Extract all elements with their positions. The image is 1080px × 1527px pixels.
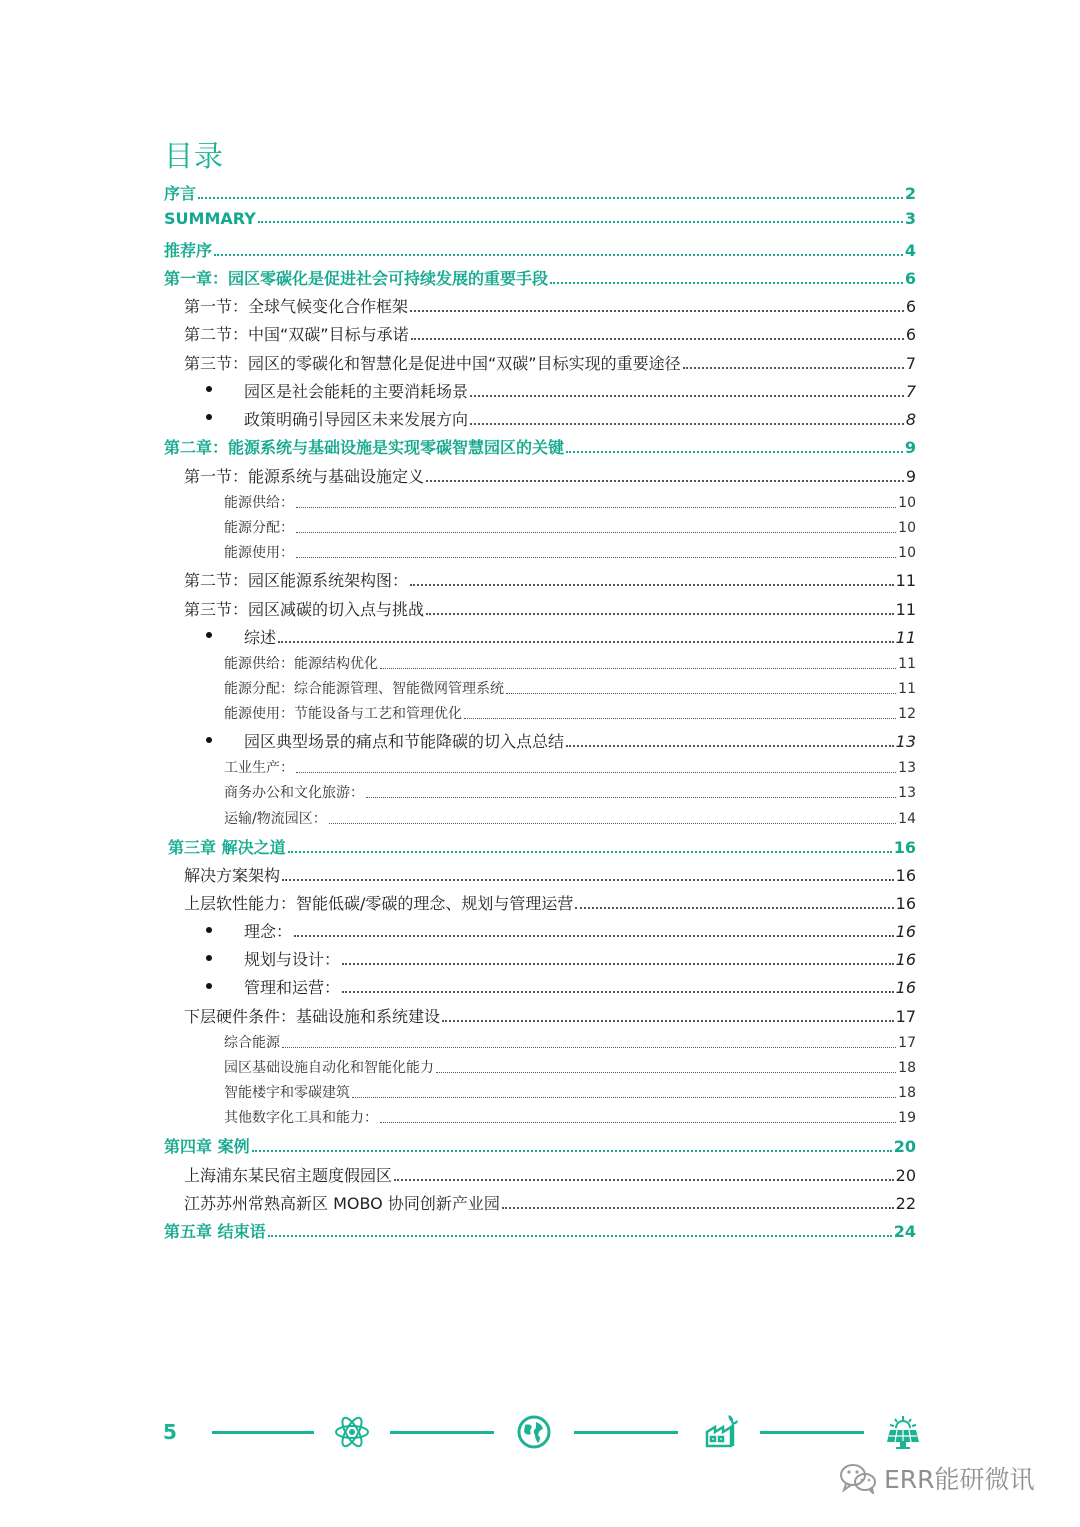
toc-entry-label: 序言 — [164, 184, 197, 203]
toc-entry-label: 第一节：能源系统与基础设施定义 — [184, 467, 425, 486]
toc-entry[interactable] — [184, 294, 916, 317]
toc-entry-page: 13 — [895, 732, 916, 751]
toc-entry-page: 11 — [898, 681, 916, 697]
bullet-icon — [206, 927, 212, 933]
toc-entry-label: 第二章：能源系统与基础设施是实现零碳智慧园区的关键 — [164, 438, 565, 457]
toc-entry-page: 18 — [898, 1085, 916, 1101]
toc-entry-label: 第二节：园区能源系统架构图： — [184, 571, 409, 590]
toc-entry-page: 9 — [904, 438, 916, 457]
toc-entry-label: 下层硬件条件：基础设施和系统建设 — [184, 1007, 441, 1026]
toc-entry-page: 12 — [898, 706, 916, 722]
toc-entry[interactable] — [164, 238, 916, 261]
toc-entry[interactable] — [244, 919, 916, 942]
toc-entry-label: 园区典型场景的痛点和节能降碳的切入点总结 — [244, 732, 565, 751]
toc-entry-page: 11 — [895, 600, 916, 619]
toc-entry-page: 10 — [898, 545, 916, 561]
toc-entry[interactable] — [224, 542, 916, 562]
toc-entry[interactable] — [224, 782, 916, 802]
toc-entry[interactable] — [184, 464, 916, 487]
footer-divider — [390, 1431, 494, 1434]
toc-entry-label: 工业生产： — [224, 760, 294, 776]
toc-entry[interactable] — [224, 757, 916, 777]
toc-entry-page: 8 — [905, 410, 916, 429]
toc-entry-page: 6 — [905, 297, 916, 316]
toc-entry-label: 其他数字化工具和能力： — [224, 1110, 378, 1126]
toc-entry[interactable] — [244, 975, 916, 998]
toc-entry[interactable] — [224, 1107, 916, 1127]
toc-entry[interactable] — [224, 1032, 916, 1052]
toc-entry-page: 10 — [898, 520, 916, 536]
toc-entry-page: 19 — [898, 1110, 916, 1126]
toc-entry-page: 17 — [898, 1035, 916, 1051]
factory-icon — [703, 1414, 739, 1450]
toc-entry[interactable] — [184, 1163, 916, 1186]
toc-entry-page: 16 — [893, 838, 916, 857]
toc-entry[interactable] — [244, 729, 916, 752]
toc-entry[interactable] — [184, 1191, 916, 1214]
toc-entry-page: 22 — [895, 1194, 916, 1213]
toc-entry-label: 能源分配：综合能源管理、智能微网管理系统 — [224, 681, 504, 697]
watermark — [838, 1460, 1035, 1496]
toc-entry[interactable] — [244, 407, 916, 430]
toc-entry-page: 6 — [905, 325, 916, 344]
toc-entry-page: 18 — [898, 1060, 916, 1076]
watermark-text: ERR能研微讯 — [884, 1465, 1035, 1494]
bullet-icon — [206, 632, 212, 638]
globe-icon — [516, 1414, 552, 1450]
toc-entry-page: 16 — [895, 922, 916, 941]
toc-entry-label: 政策明确引导园区未来发展方向 — [244, 410, 469, 429]
toc-entry[interactable] — [224, 1057, 916, 1077]
solar-panel-icon — [885, 1414, 921, 1450]
toc-entry-label: 管理和运营： — [244, 978, 341, 997]
toc-entry-page: 7 — [905, 382, 916, 401]
toc-entry[interactable] — [224, 678, 916, 698]
toc-entry[interactable] — [184, 322, 916, 345]
toc-entry-page: 16 — [895, 866, 916, 885]
toc-entry[interactable] — [164, 209, 916, 228]
bullet-icon — [206, 414, 212, 420]
toc-entry-page: 7 — [905, 354, 916, 373]
wechat-icon — [838, 1462, 878, 1494]
toc-entry[interactable] — [224, 808, 916, 828]
toc-entry-label: SUMMARY — [164, 209, 256, 228]
toc-entry[interactable] — [244, 625, 916, 648]
toc-entry-page: 14 — [898, 811, 916, 827]
toc-entry[interactable] — [224, 703, 916, 723]
toc-entry-label: 能源使用：节能设备与工艺和管理优化 — [224, 706, 462, 722]
toc-entry-page: 3 — [904, 209, 916, 228]
toc-entry-page: 6 — [904, 269, 916, 288]
footer-divider — [574, 1431, 678, 1434]
toc-entry[interactable] — [244, 947, 916, 970]
toc-entry-label: 运输/物流园区： — [224, 811, 327, 827]
toc-title: 目录 — [164, 139, 225, 173]
toc-entry-label: 能源使用： — [224, 545, 294, 561]
page-number: 5 — [163, 1420, 177, 1444]
toc-entry-label: 商务办公和文化旅游： — [224, 785, 364, 801]
toc-entry-page: 20 — [893, 1137, 916, 1156]
toc-entry[interactable] — [164, 1134, 916, 1157]
toc-entry[interactable] — [184, 891, 916, 914]
toc-entry-page: 16 — [895, 894, 916, 913]
toc-entry[interactable] — [164, 181, 916, 204]
toc-entry-page: 20 — [895, 1166, 916, 1185]
toc-entry-label: 第一节：全球气候变化合作框架 — [184, 297, 409, 316]
toc-entry[interactable] — [184, 351, 916, 374]
toc-entry-label: 第二节：中国“双碳”目标与承诺 — [184, 325, 409, 344]
toc-entry-label: 上层软性能力：智能低碳/零碳的理念、规划与管理运营 — [184, 894, 574, 913]
toc-entry-page: 11 — [898, 656, 916, 672]
toc-entry-label: 第一章：园区零碳化是促进社会可持续发展的重要手段 — [164, 269, 549, 288]
toc-entry[interactable] — [184, 863, 916, 886]
bullet-icon — [206, 386, 212, 392]
toc-entry[interactable] — [184, 568, 916, 591]
footer-divider — [212, 1431, 314, 1434]
toc-entry-label: 能源分配： — [224, 520, 294, 536]
bullet-icon — [206, 955, 212, 961]
toc-entry[interactable] — [244, 379, 916, 402]
toc-entry[interactable] — [164, 1219, 916, 1242]
toc-entry-page: 17 — [895, 1007, 916, 1026]
toc-entry-page: 11 — [895, 571, 916, 590]
toc-entry-label: 园区基础设施自动化和智能化能力 — [224, 1060, 434, 1076]
toc-entry-page: 2 — [904, 184, 916, 203]
toc-entry-page: 11 — [895, 628, 916, 647]
footer-divider — [760, 1431, 864, 1434]
toc-entry-label: 综述 — [244, 628, 277, 647]
toc-entry[interactable] — [224, 492, 916, 512]
toc-entry-page: 10 — [898, 495, 916, 511]
toc-entry[interactable] — [164, 435, 916, 458]
toc-entry[interactable] — [224, 653, 916, 673]
bullet-icon — [206, 983, 212, 989]
toc-entry-label: 第三节：园区减碳的切入点与挑战 — [184, 600, 425, 619]
toc-entry-label: 能源供给：能源结构优化 — [224, 656, 378, 672]
toc-entry-label: 能源供给： — [224, 495, 294, 511]
toc-entry-label: 综合能源 — [224, 1035, 280, 1051]
toc-entry-page: 16 — [895, 950, 916, 969]
toc-entry-label: 智能楼宇和零碳建筑 — [224, 1085, 350, 1101]
toc-entry-label: 第三章 解决之道 — [168, 838, 286, 857]
toc-entry-page: 13 — [898, 760, 916, 776]
toc-entry-label: 第五章 结束语 — [164, 1222, 266, 1241]
toc-entry-page: 16 — [895, 978, 916, 997]
toc-entry-label: 解决方案架构 — [184, 866, 281, 885]
toc-entry-label: 规划与设计： — [244, 950, 341, 969]
toc-entry-label: 园区是社会能耗的主要消耗场景 — [244, 382, 469, 401]
toc-entry-label: 第三节：园区的零碳化和智慧化是促进中国“双碳”目标实现的重要途径 — [184, 354, 681, 373]
toc-entry-label: 理念： — [244, 922, 293, 941]
toc-entry-page: 24 — [893, 1222, 916, 1241]
toc-entry[interactable] — [164, 266, 916, 289]
toc-entry-page: 13 — [898, 785, 916, 801]
toc-entry[interactable] — [184, 1004, 916, 1027]
toc-entry-label: 第四章 案例 — [164, 1137, 250, 1156]
toc-entry-page: 9 — [905, 467, 916, 486]
toc-entry[interactable] — [224, 1082, 916, 1102]
toc-entry[interactable] — [224, 517, 916, 537]
toc-entry-page: 4 — [904, 241, 916, 260]
toc-entry-label: 推荐序 — [164, 241, 213, 260]
bullet-icon — [206, 737, 212, 743]
toc-entry-label: 上海浦东某民宿主题度假园区 — [184, 1166, 393, 1185]
atom-icon — [334, 1414, 370, 1450]
toc-entry[interactable] — [184, 597, 916, 620]
toc-entry-label: 江苏苏州常熟高新区 MOBO 协同创新产业园 — [184, 1194, 500, 1213]
toc-entry[interactable] — [168, 835, 916, 858]
